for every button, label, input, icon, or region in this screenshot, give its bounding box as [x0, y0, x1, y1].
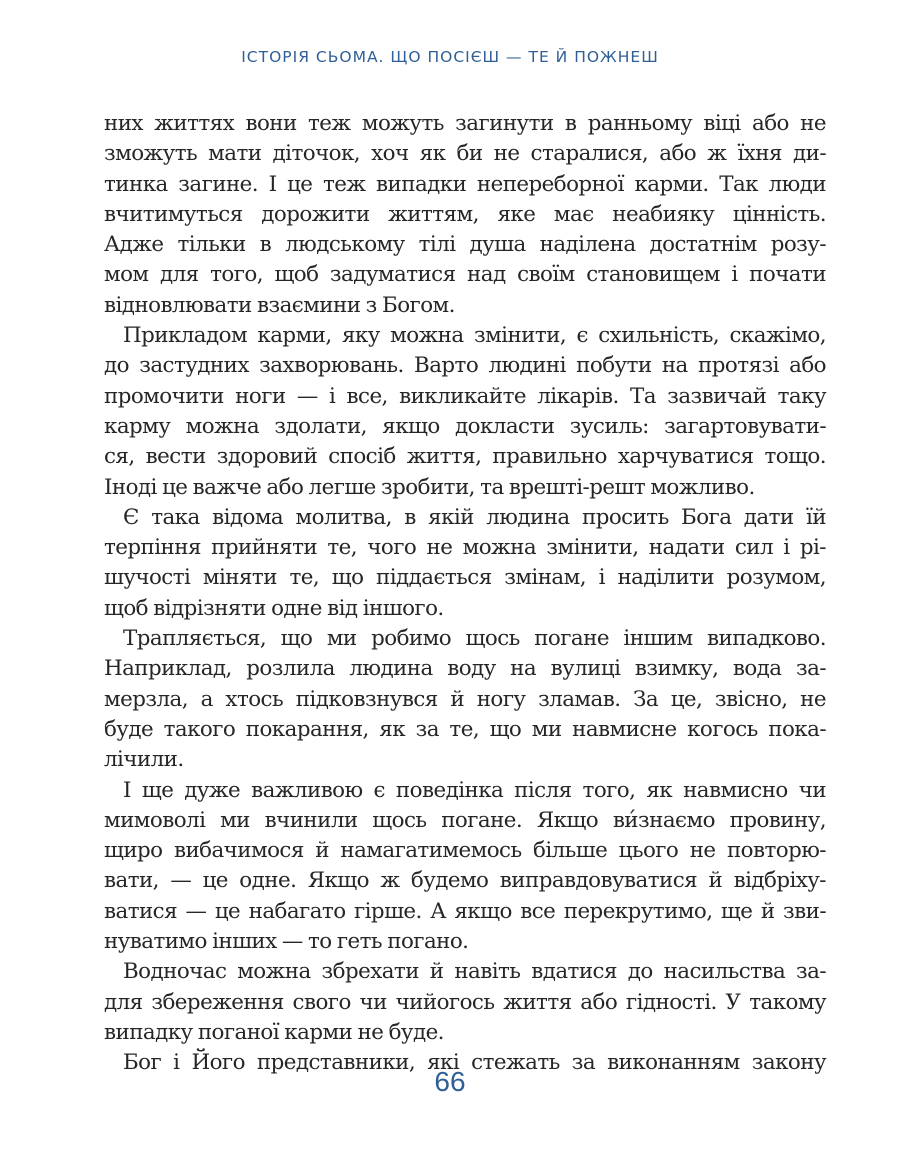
body-text [104, 109, 826, 1079]
text-line: випадку поганої карми не буде. [104, 1019, 444, 1045]
text-line: промочити ноги — і все, викликайте лікарів. Та зазвичай таку [104, 383, 826, 409]
text-line: них життях вони теж можуть загинути в ранньому віці або не [104, 111, 826, 136]
text-line: мимоволі ми вчинили щось погане. Якщо ви́знаємо провину, [104, 807, 826, 833]
text-line: вчитимуться дорожити життям, яке має неабияку цінність. [104, 201, 826, 227]
text-line: терпіння прийняти те, чого не можна змінити, надати сил і рі- [104, 535, 826, 561]
text-line: мерзла, а хтось підковзнувся й ногу зламав. За це, звісно, не [104, 686, 826, 712]
text-line: вати, — це одне. Якщо ж будемо виправдовуватися й відбріху- [104, 868, 826, 894]
text-line: шучості міняти те, що піддається змінам, і наділити розумом, [104, 565, 826, 591]
text-line: Бог і Його представники, які стежать за виконанням закону [123, 1050, 826, 1076]
page-number: 66 [434, 1066, 466, 1097]
text-line: карму можна здолати, якщо докласти зусиль: загартовувати- [104, 413, 826, 439]
text-line: Прикладом карми, яку можна змінити, є схильність, скажімо, [123, 323, 826, 349]
text-line: ся, вести здоровий спосіб життя, правильно харчуватися тощо. [104, 444, 826, 470]
text-line: до застудних захворювань. Варто людині побути на протязі або [104, 353, 826, 379]
text-line: лічили. [104, 747, 184, 773]
text-line: буде такого покарання, як за те, що ми навмисне когось пока- [104, 716, 826, 742]
text-line: Адже тільки в людському тілі душа наділена достатнім розу- [104, 232, 826, 258]
text-line: Трапляється, що ми робимо щось погане іншим випадково. [123, 626, 826, 652]
text-line: Наприклад, розлила людина воду на вулиці взимку, вода за- [104, 656, 826, 682]
text-line: ватися — це набагато гірше. А якщо все перекрутимо, ще й зви- [104, 898, 826, 924]
text-line: зможуть мати діточок, хоч як би не старалися, або ж їхня ди- [104, 141, 826, 167]
text-line: нуватимо інших — то геть погано. [104, 929, 469, 955]
text-line: для збереження свого чи чийогось життя або гідності. У такому [104, 989, 826, 1015]
text-line: щоб відрізняти одне від іншого. [104, 595, 444, 621]
text-line: Водночас можна збрехати й навіть вдатися до насильства за- [123, 959, 826, 985]
text-line: Є така відома молитва, в якій людина просить Бога дати їй [123, 504, 826, 530]
text-line: Іноді це важче або легше зробити, та врешті-решт можливо. [104, 474, 755, 500]
text-line: тинка загине. І це теж випадки непереборної карми. Так люди [104, 171, 826, 197]
running-header: ІСТОРІЯ СЬОМА. ЩО ПОСІЄШ — ТЕ Й ПОЖНЕШ [241, 48, 659, 66]
text-line: І ще дуже важливою є поведінка після того, як навмисно чи [123, 777, 826, 803]
text-line: щиро вибачимося й намагатимемось більше цього не повторю- [104, 838, 826, 864]
text-line: мом для того, щоб задуматися над своїм становищем і почати [104, 262, 826, 288]
text-line: відновлювати взаємини з Богом. [104, 292, 455, 318]
